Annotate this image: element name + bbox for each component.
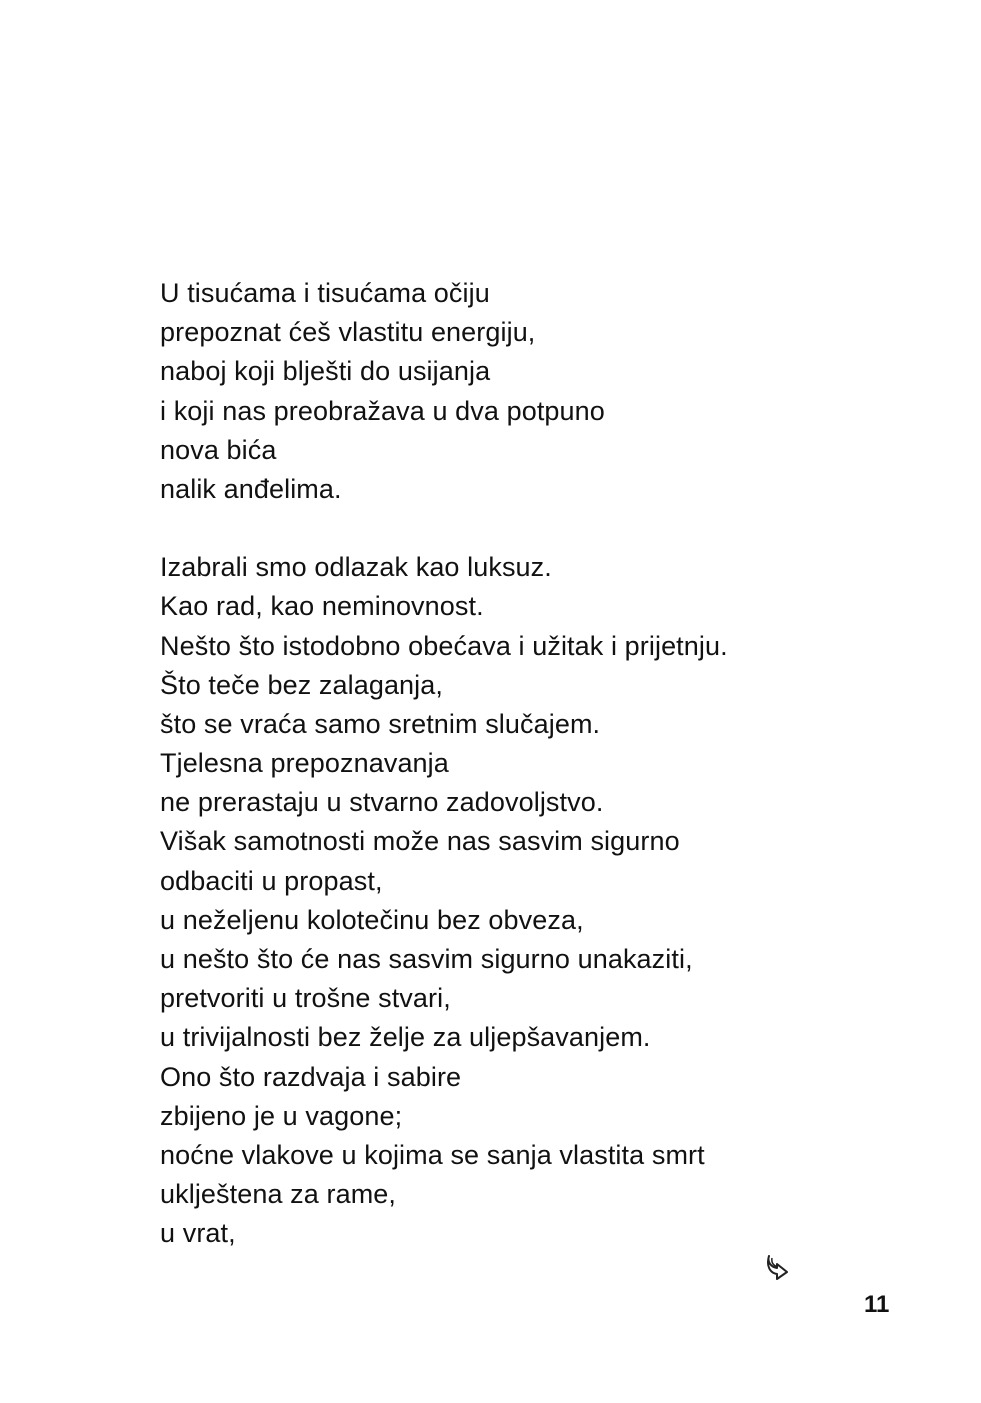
poem-line: u nešto što će nas sasvim sigurno unakaziti, bbox=[160, 944, 693, 974]
poem-line: u neželjenu kolotečinu bez obveza, bbox=[160, 904, 584, 935]
stanza-2 bbox=[160, 548, 860, 1253]
poem-line: naboj koji blješti do usijanja bbox=[160, 356, 491, 387]
poem-line: u trivijalnosti bez želje za uljepšavanjem. bbox=[160, 1022, 651, 1053]
poem-line: Ono što razdvaja i sabire bbox=[160, 1061, 462, 1092]
poem-line: prepoznat ćeš vlastitu energiju, bbox=[160, 317, 536, 348]
poem-line: ne prerastaju u stvarno zadovoljstvo. bbox=[160, 787, 604, 818]
poem-line: pretvoriti u trošne stvari, bbox=[160, 983, 451, 1014]
poem-line: Višak samotnosti može nas sasvim sigurno bbox=[160, 826, 680, 857]
poem-line: što se vraća samo sretnim slučajem. bbox=[160, 708, 601, 739]
poem-line: Izabrali smo odlazak kao luksuz. bbox=[160, 552, 552, 583]
poem-line: nova bića bbox=[160, 434, 277, 465]
poem-line: zbijeno je u vagone; bbox=[160, 1100, 403, 1131]
poem-line: noćne vlakove u kojima se sanja vlastita smrt bbox=[160, 1139, 705, 1170]
poem-line: u vrat, bbox=[160, 1218, 236, 1249]
poem-line: odbaciti u propast, bbox=[160, 865, 383, 896]
page-turn-arrow-icon bbox=[763, 1252, 793, 1282]
poem-line: uklještena za rame, bbox=[160, 1179, 397, 1210]
poem-line: Tjelesna prepoznavanja bbox=[160, 748, 449, 779]
poem-line: Kao rad, kao neminovnost. bbox=[160, 591, 484, 622]
page-number: 11 bbox=[864, 1291, 890, 1318]
poem-line: Nešto što istodobno obećava i užitak i prijetnju. bbox=[160, 630, 728, 661]
poem-line: nalik anđelima. bbox=[160, 473, 342, 504]
poem-body bbox=[160, 274, 860, 1254]
poem-line: Što teče bez zalaganja, bbox=[160, 669, 443, 700]
poem-line: i koji nas preobražava u dva potpuno bbox=[160, 395, 605, 426]
stanza-1 bbox=[160, 274, 860, 509]
poem-line: U tisućama i tisućama očiju bbox=[160, 278, 490, 308]
